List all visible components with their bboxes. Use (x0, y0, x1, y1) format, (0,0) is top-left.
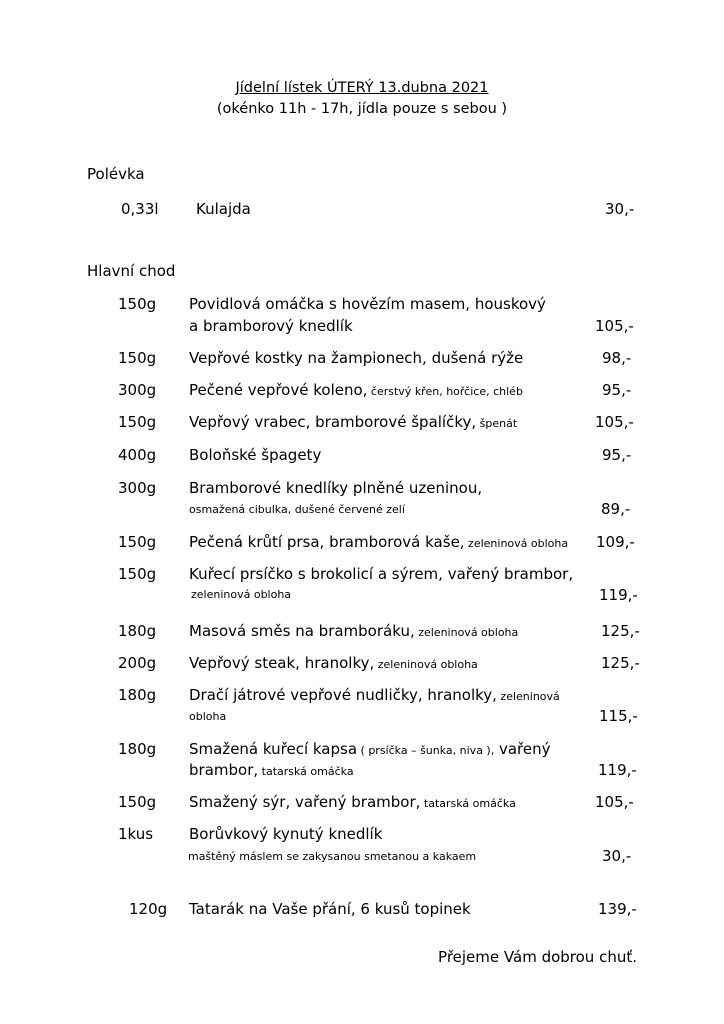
item-price: 95,- (602, 446, 632, 464)
item-name: Dračí játrové vepřové nudličky, hranolky, (189, 686, 497, 704)
item-price: 119,- (599, 586, 638, 604)
item-side-note: ( prsíčka – šunka, niva ), (357, 744, 495, 757)
soup-heading: Polévka (87, 165, 145, 183)
item-weight: 150g (118, 793, 157, 811)
item-description: Kuřecí prsíčko s brokolicí a sýrem, vařený brambor, (189, 565, 574, 583)
item-side-note: zeleninová obloha (464, 537, 569, 550)
item-side-note: špenát (476, 417, 518, 430)
item-weight: 150g (118, 295, 157, 313)
item-description-line2: a bramborový knedlík (189, 317, 353, 335)
item-side-note-line2: obloha (189, 710, 227, 723)
item-weight: 300g (118, 381, 157, 399)
item-side-note: tatarská omáčka (420, 797, 516, 810)
item-name: Smažený sýr, vařený brambor, (189, 793, 421, 811)
item-side-note: zeleninová obloha (374, 658, 478, 671)
item-description (189, 413, 517, 431)
item-price: 95,- (602, 381, 632, 399)
item-price: 105,- (595, 793, 634, 811)
item-description (189, 622, 518, 640)
item-description (189, 381, 523, 399)
item-side-note: čerstvý křen, hořčice, chléb (367, 385, 523, 398)
item-name: Masová směs na bramboráku, (189, 622, 415, 640)
item-name: Pečené vepřové koleno, (189, 381, 368, 399)
item-price: 139,- (598, 900, 637, 918)
item-weight: 150g (118, 533, 157, 551)
menu-title: Jídelní lístek ÚTERÝ 13.dubna 2021 (235, 80, 489, 96)
item-description (189, 793, 516, 811)
item-weight: 150g (118, 565, 157, 583)
item-weight: 150g (118, 413, 157, 431)
item-side-note: osmažená cibulka, dušené červené zelí (189, 503, 405, 516)
item-name-continued: vařený (494, 740, 551, 758)
item-description (189, 740, 551, 758)
item-price: 115,- (599, 707, 638, 725)
item-side-note: zeleninová obloha (414, 626, 519, 639)
item-description: Bramborové knedlíky plněné uzeninou, (189, 479, 483, 497)
closing-greeting: Přejeme Vám dobrou chuť. (438, 948, 637, 966)
item-name: Pečená krůtí prsa, bramborová kaše, (189, 533, 465, 551)
item-side-note: zeleninová (496, 690, 560, 703)
item-price: 109,- (596, 533, 635, 551)
item-description: Vepřové kostky na žampionech, dušená rýže (189, 349, 524, 367)
item-description: Boloňské špagety (189, 446, 322, 464)
soup-name: Kulajda (196, 200, 251, 218)
item-price: 89,- (601, 500, 631, 518)
main-heading: Hlavní chod (87, 262, 176, 280)
item-price: 125,- (601, 654, 640, 672)
item-weight: 180g (118, 740, 157, 758)
item-weight: 180g (118, 622, 157, 640)
item-description: Tatarák na Vaše přání, 6 kusů topinek (189, 900, 471, 918)
soup-weight: 0,33l (121, 200, 159, 218)
item-price: 119,- (598, 761, 637, 779)
item-weight: 150g (118, 349, 157, 367)
menu-subtitle: (okénko 11h - 17h, jídla pouze s sebou ) (216, 101, 508, 117)
item-side-note: maštěný máslem se zakysanou smetanou a kakaem (188, 850, 477, 863)
item-description (189, 654, 478, 672)
item-description: Povidlová omáčka s hovězím masem, houskový (189, 295, 546, 313)
item-weight: 120g (129, 900, 168, 918)
item-description-line2 (189, 761, 354, 779)
item-name: Vepřový steak, hranolky, (189, 654, 375, 672)
item-description (189, 533, 568, 551)
item-weight: 1kus (118, 825, 154, 843)
item-side-note: zeleninová obloha (191, 588, 292, 601)
item-weight: 200g (118, 654, 157, 672)
item-description: Borůvkový kynutý knedlík (189, 825, 383, 843)
item-weight: 400g (118, 446, 157, 464)
item-price: 30,- (602, 847, 632, 865)
item-weight: 300g (118, 479, 157, 497)
item-weight: 180g (118, 686, 157, 704)
soup-price: 30,- (605, 200, 635, 218)
item-description (189, 686, 560, 704)
item-price: 105,- (595, 413, 634, 431)
item-name-line2: brambor, (189, 761, 259, 779)
item-price: 105,- (595, 317, 634, 335)
item-name: Vepřový vrabec, bramborové špalíčky, (189, 413, 477, 431)
item-price: 125,- (601, 622, 640, 640)
item-side-note: tatarská omáčka (258, 765, 354, 778)
item-price: 98,- (602, 349, 632, 367)
item-name: Smažená kuřecí kapsa (189, 740, 358, 758)
